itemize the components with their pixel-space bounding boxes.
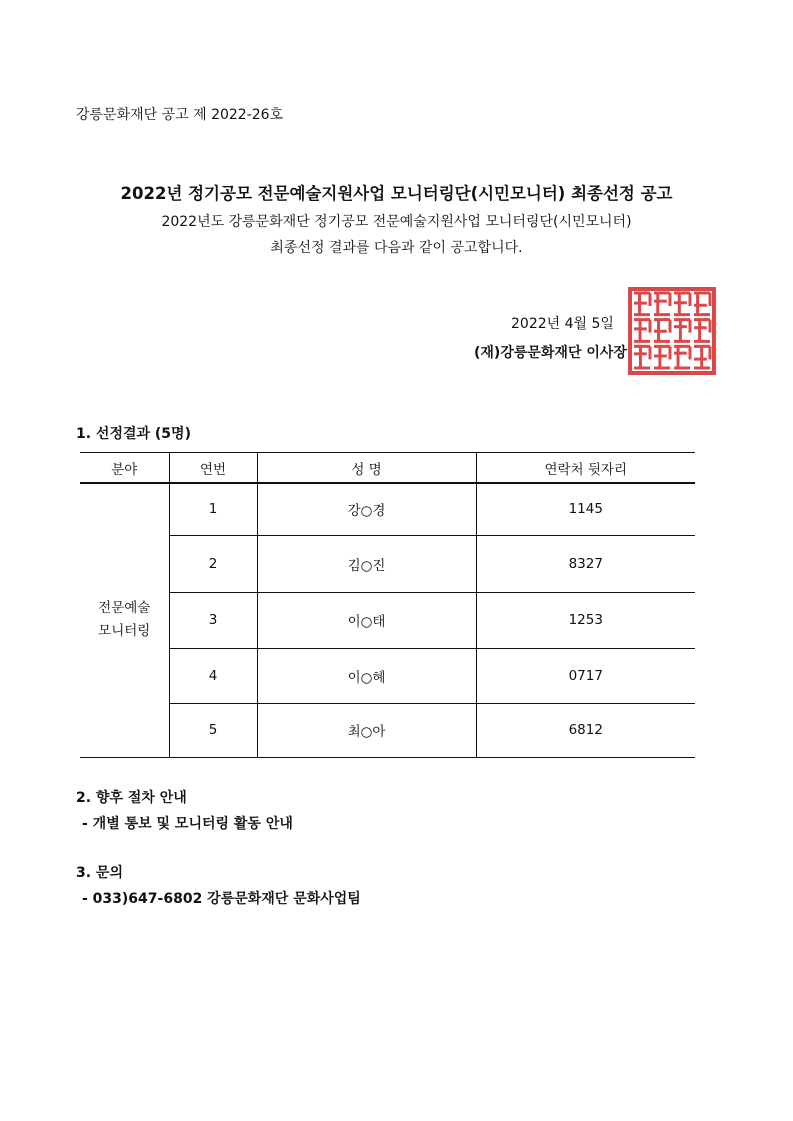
- row-name: 이○태: [257, 592, 476, 648]
- seal-glyph-mark: [654, 320, 670, 342]
- table-row: [80, 535, 695, 592]
- seal-glyph-mark: [694, 346, 710, 368]
- row-contact: 1145: [476, 483, 695, 535]
- table-row: [80, 483, 695, 535]
- table-header-row: [80, 453, 695, 484]
- seal-glyph-mark: [634, 346, 650, 368]
- intro-line-1: 2022년도 강릉문화재단 정기공모 전문예술지원사업 모니터링단(시민모니터): [161, 214, 632, 230]
- seal-glyph-mark: [694, 320, 710, 342]
- notice-number: 강릉문화재단 공고 제 2022-26호: [76, 107, 284, 123]
- table-row: [80, 592, 695, 648]
- official-seal-icon: [628, 287, 716, 375]
- seal-glyph-mark: [634, 293, 650, 315]
- intro-line-2: 최종선정 결과를 다음과 같이 공고합니다.: [270, 240, 523, 256]
- row-contact: 1253: [476, 592, 695, 648]
- header-name: 성 명: [257, 453, 476, 484]
- section-1-heading: 1. 선정결과 (5명): [76, 426, 191, 442]
- seal-glyph-mark: [694, 293, 710, 315]
- seal-glyph-mark: [674, 320, 690, 342]
- section-2-heading: 2. 향후 절차 안내: [76, 790, 187, 806]
- section-3-heading: 3. 문의: [76, 865, 123, 881]
- row-number: 5: [169, 703, 257, 757]
- row-number: 4: [169, 648, 257, 703]
- row-contact: 0717: [476, 648, 695, 703]
- row-contact: 8327: [476, 535, 695, 592]
- header-field: 분야: [80, 453, 169, 484]
- issuer-name: (재)강릉문화재단 이사장: [474, 345, 627, 361]
- row-contact: 6812: [476, 703, 695, 757]
- field-cell: [80, 483, 169, 757]
- table-row: [80, 648, 695, 703]
- row-number: 1: [169, 483, 257, 535]
- seal-glyph-mark: [634, 320, 650, 342]
- field-line-1: 전문예술: [98, 600, 151, 617]
- seal-glyph-mark: [674, 346, 690, 368]
- seal-glyph-mark: [654, 346, 670, 368]
- notice-date: 2022년 4월 5일: [511, 316, 614, 332]
- seal-glyph-mark: [674, 293, 690, 315]
- seal-glyph-mark: [654, 293, 670, 315]
- row-name: 이○혜: [257, 648, 476, 703]
- row-name: 강○경: [257, 483, 476, 535]
- field-line-2: 모니터링: [98, 623, 151, 640]
- row-name: 김○진: [257, 535, 476, 592]
- section-2-item: - 개별 통보 및 모니터링 활동 안내: [82, 816, 293, 832]
- row-number: 2: [169, 535, 257, 592]
- section-3-item: - 033)647-6802 강릉문화재단 문화사업팀: [82, 891, 361, 907]
- row-number: 3: [169, 592, 257, 648]
- table-row: [80, 703, 695, 757]
- header-number: 연번: [169, 453, 257, 484]
- header-contact: 연락처 뒷자리: [476, 453, 695, 484]
- row-name: 최○아: [257, 703, 476, 757]
- page-title: 2022년 정기공모 전문예술지원사업 모니터링단(시민모니터) 최종선정 공고: [120, 184, 673, 203]
- selection-result-table: [80, 452, 695, 758]
